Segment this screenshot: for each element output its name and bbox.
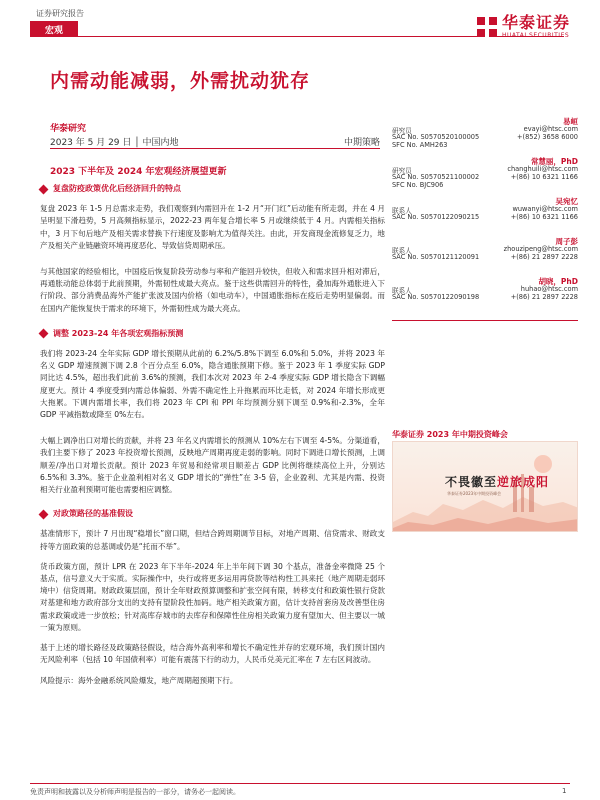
topline: 证券研究报告 <box>36 9 84 18</box>
paragraph: 基于上述的增长路径及政策路径假设，结合海外高利率和增长不确定性并存的宏观环境，我们预计国内无风险利率（包括 10 年国债利率）可能有震荡下行的动力，人民币兑美元汇率在 7 左右区间波动。 <box>40 643 385 665</box>
analyst-name: 吴宛忆 <box>555 197 578 206</box>
footer-divider <box>30 783 570 784</box>
analyst-role: 研究员 <box>392 127 412 135</box>
analyst-sac: SAC No. S0570520100005 SFC No. AMH263 <box>392 133 480 149</box>
meta-line <box>50 135 380 148</box>
analyst-sac: SAC No. S0570122090198 <box>392 293 480 301</box>
analyst-sac: SAC No. S0570521100002 SFC No. BJC906 <box>392 173 480 189</box>
diamond-bullet-icon <box>39 509 49 519</box>
analyst-email[interactable]: evayi@htsc.com <box>523 125 578 133</box>
logo-en: HUATAI SECURITIES <box>502 32 570 39</box>
paragraph: 基准情形下，预计 7 月出现“稳增长”窗口期，但结合跨周期调节目标，对地产周期、信贷需求、财政支持等方面政策的总基调或仍是“托而不举”。 <box>40 529 385 551</box>
analyst-phone: +(86) 10 6321 1166 <box>510 213 578 221</box>
paragraph: 货币政策方面，预计 LPR 在 2023 年下半年-2024 年上半年间下调 30 个基点，准备金率微降 25 个基点，信号意义大于实质。实际操作中，央行或将更多运用再贷款等结构性工具来托（地产周期走弱环境中）信贷周期。财政政策层面，预计全年财政预算调整和扩张空间有限，转移支付和政策性银行贷款对基建和地方政府部分支出的支持有望阶段性加码。地产相关政策方面，估计支持首套房及改善型住房需求政策或进一步放松；针对高库存城市的去库存和保障性住房相关政策力度有望加大、但主要以一城一策为原则。 <box>40 561 385 632</box>
analyst-panel <box>392 116 578 321</box>
diamond-bullet-icon <box>39 329 49 339</box>
footer-disclaimer: 免责声明和披露以及分析师声明是报告的一部分，请务必一起阅读。 <box>30 788 240 796</box>
report-title: 内需动能减弱，外需扰动犹存 <box>50 70 311 92</box>
analyst-divider <box>392 320 578 321</box>
huatai-logo <box>476 12 576 42</box>
analyst-email[interactable]: huhao@htsc.com <box>520 285 578 293</box>
page-number: 1 <box>562 787 567 795</box>
analyst-card <box>392 236 578 274</box>
section-heading: 复盘防疫政策优化后经济回升的特点 <box>40 183 385 195</box>
analyst-card <box>392 116 578 154</box>
promo-title: 华泰证券 2023 年中期投资峰会 <box>392 430 508 439</box>
analyst-name: 周子彭 <box>555 237 578 246</box>
report-type: 中期策略 <box>343 138 380 148</box>
analyst-phone: +(852) 3658 6000 <box>516 133 578 141</box>
analyst-sac: SAC No. S0570122090215 <box>392 213 480 221</box>
report-date: 2023 年 5 月 29 日 │ 中国内地 <box>50 138 179 148</box>
analyst-email[interactable]: changhuili@htsc.com <box>507 165 578 173</box>
diamond-bullet-icon <box>39 184 49 194</box>
analyst-phone: +(86) 21 2897 2228 <box>510 253 578 261</box>
huatai-logo-icon <box>476 16 498 38</box>
analyst-sac: SAC No. S0570121120091 <box>392 253 480 261</box>
paragraph: 与其他国家的经验相比，中国疫后恢复阶段劳动参与率和产能回升较快，但收入和需求回升相对滞后，再通胀动能总体弱于此前预期，外需韧性成最大亮点。鉴于这些供需回升的特性，叠加海外通胀进入下行阶段、部分消费品海外产能扩张波及国内价格（如电动车），中国通胀指标在疫后走势明显偏弱。而在国内产能恢复快于需求的环境下，外需韧性成为最大亮点。 <box>40 267 385 313</box>
analyst-card <box>392 276 578 314</box>
promo-slogan: 不畏徽至逆旅成阳 <box>445 475 550 489</box>
section-heading: 对政策路径的基准假设 <box>40 508 385 520</box>
analyst-role: 联系人 <box>392 247 412 255</box>
promo-caption: 华泰证券2023年中期投资峰会 <box>447 491 502 496</box>
analyst-role: 研究员 <box>392 167 412 175</box>
analyst-email[interactable]: zhouzipeng@htsc.com <box>503 245 578 253</box>
section-tag: 宏观 <box>30 21 78 37</box>
risk-note: 风险提示：海外金融系统风险爆发，地产周期超预期下行。 <box>40 675 238 685</box>
analyst-phone: +(86) 21 2897 2228 <box>510 293 578 301</box>
research-label: 华泰研究 <box>50 124 87 134</box>
main-body <box>40 183 385 687</box>
paragraph: 大幅上调净出口对增长的贡献，并将 23 年名义内需增长的预测从 10%左右下调至 4-5%。分渠道看，我们主要下修了 2023 年投资增长预测，反映地产周期再度走弱的影响。同时下调进口增长预测，上调顺差/净出口对增长贡献。预计 2023 年贸易和经常项目顺差占 GDP 比例将继续高位上升，分别达 6.5%和 3.3%。鉴于企业盈利相对名义 GDP 增长的“弹性”在 3-5 倍，企业盈利、尤其是内需、投资相关行业盈利预期可能也需要相应调整。 <box>40 436 385 495</box>
section-heading: 调整 2023-24 年各项宏观指标预测 <box>40 328 385 340</box>
report-subtitle: 2023 下半年及 2024 年宏观经济展望更新 <box>50 167 227 177</box>
analyst-role: 联系人 <box>392 287 412 295</box>
analyst-card <box>392 156 578 194</box>
analyst-name: 常慧丽，PhD <box>530 157 578 166</box>
summit-banner[interactable] <box>392 441 578 532</box>
analyst-phone: +(86) 10 6321 1166 <box>510 173 578 181</box>
paragraph: 复盘 2023 年 1-5 月总需求走势，我们观察到内需回升在 1-2 月“开门红”后动能有所走弱，并在 4 月呈明显下滑趋势，5 月高频指标显示，2022-23 两年复合增长率 5 月或继续低于 4 月。内需相关指标中，3 月下旬后地产及相关需求替换下行速度及影响尤为值得关注。由此，开发商现金流修复乏力，地产及相关产业链融资环境再度恶化、导致信贷周期承压。 <box>40 204 385 250</box>
paragraph: 我们将 2023-24 全年实际 GDP 增长预期从此前的 6.2%/5.8%下调至 6.0%和 5.0%，并将 2023 年名义 GDP 增速预测下调 2.8 个百分点至 6.0%，隐含通胀预期下修。鉴于 2023 年 1 季度实际 GDP 同比达 4.5%，超出我们此前 3.6%的预测，我们本次对 2023 年 2-4 季度实际 GDP 增长隐含下调幅度更大。预计 4 季度受到内需总体偏弱、外需不确定性上升拖累而环比走低，对 2024 年增长形成更大拖累。下调内需增长率，我们将 2023 年 CPI 和 PPI 年均预测分别下调至 0.9%和-2.3%，全年 GDP 平减指数或降至 0%左右。 <box>40 349 385 420</box>
logo-cn: 华泰证券 <box>502 13 571 32</box>
analyst-card <box>392 196 578 234</box>
analyst-name: 胡晓，PhD <box>538 277 578 286</box>
analyst-email[interactable]: wuwanyi@htsc.com <box>512 205 578 213</box>
analyst-role: 联系人 <box>392 207 412 215</box>
meta-divider <box>50 148 380 149</box>
analyst-name: 易峘 <box>563 117 578 126</box>
